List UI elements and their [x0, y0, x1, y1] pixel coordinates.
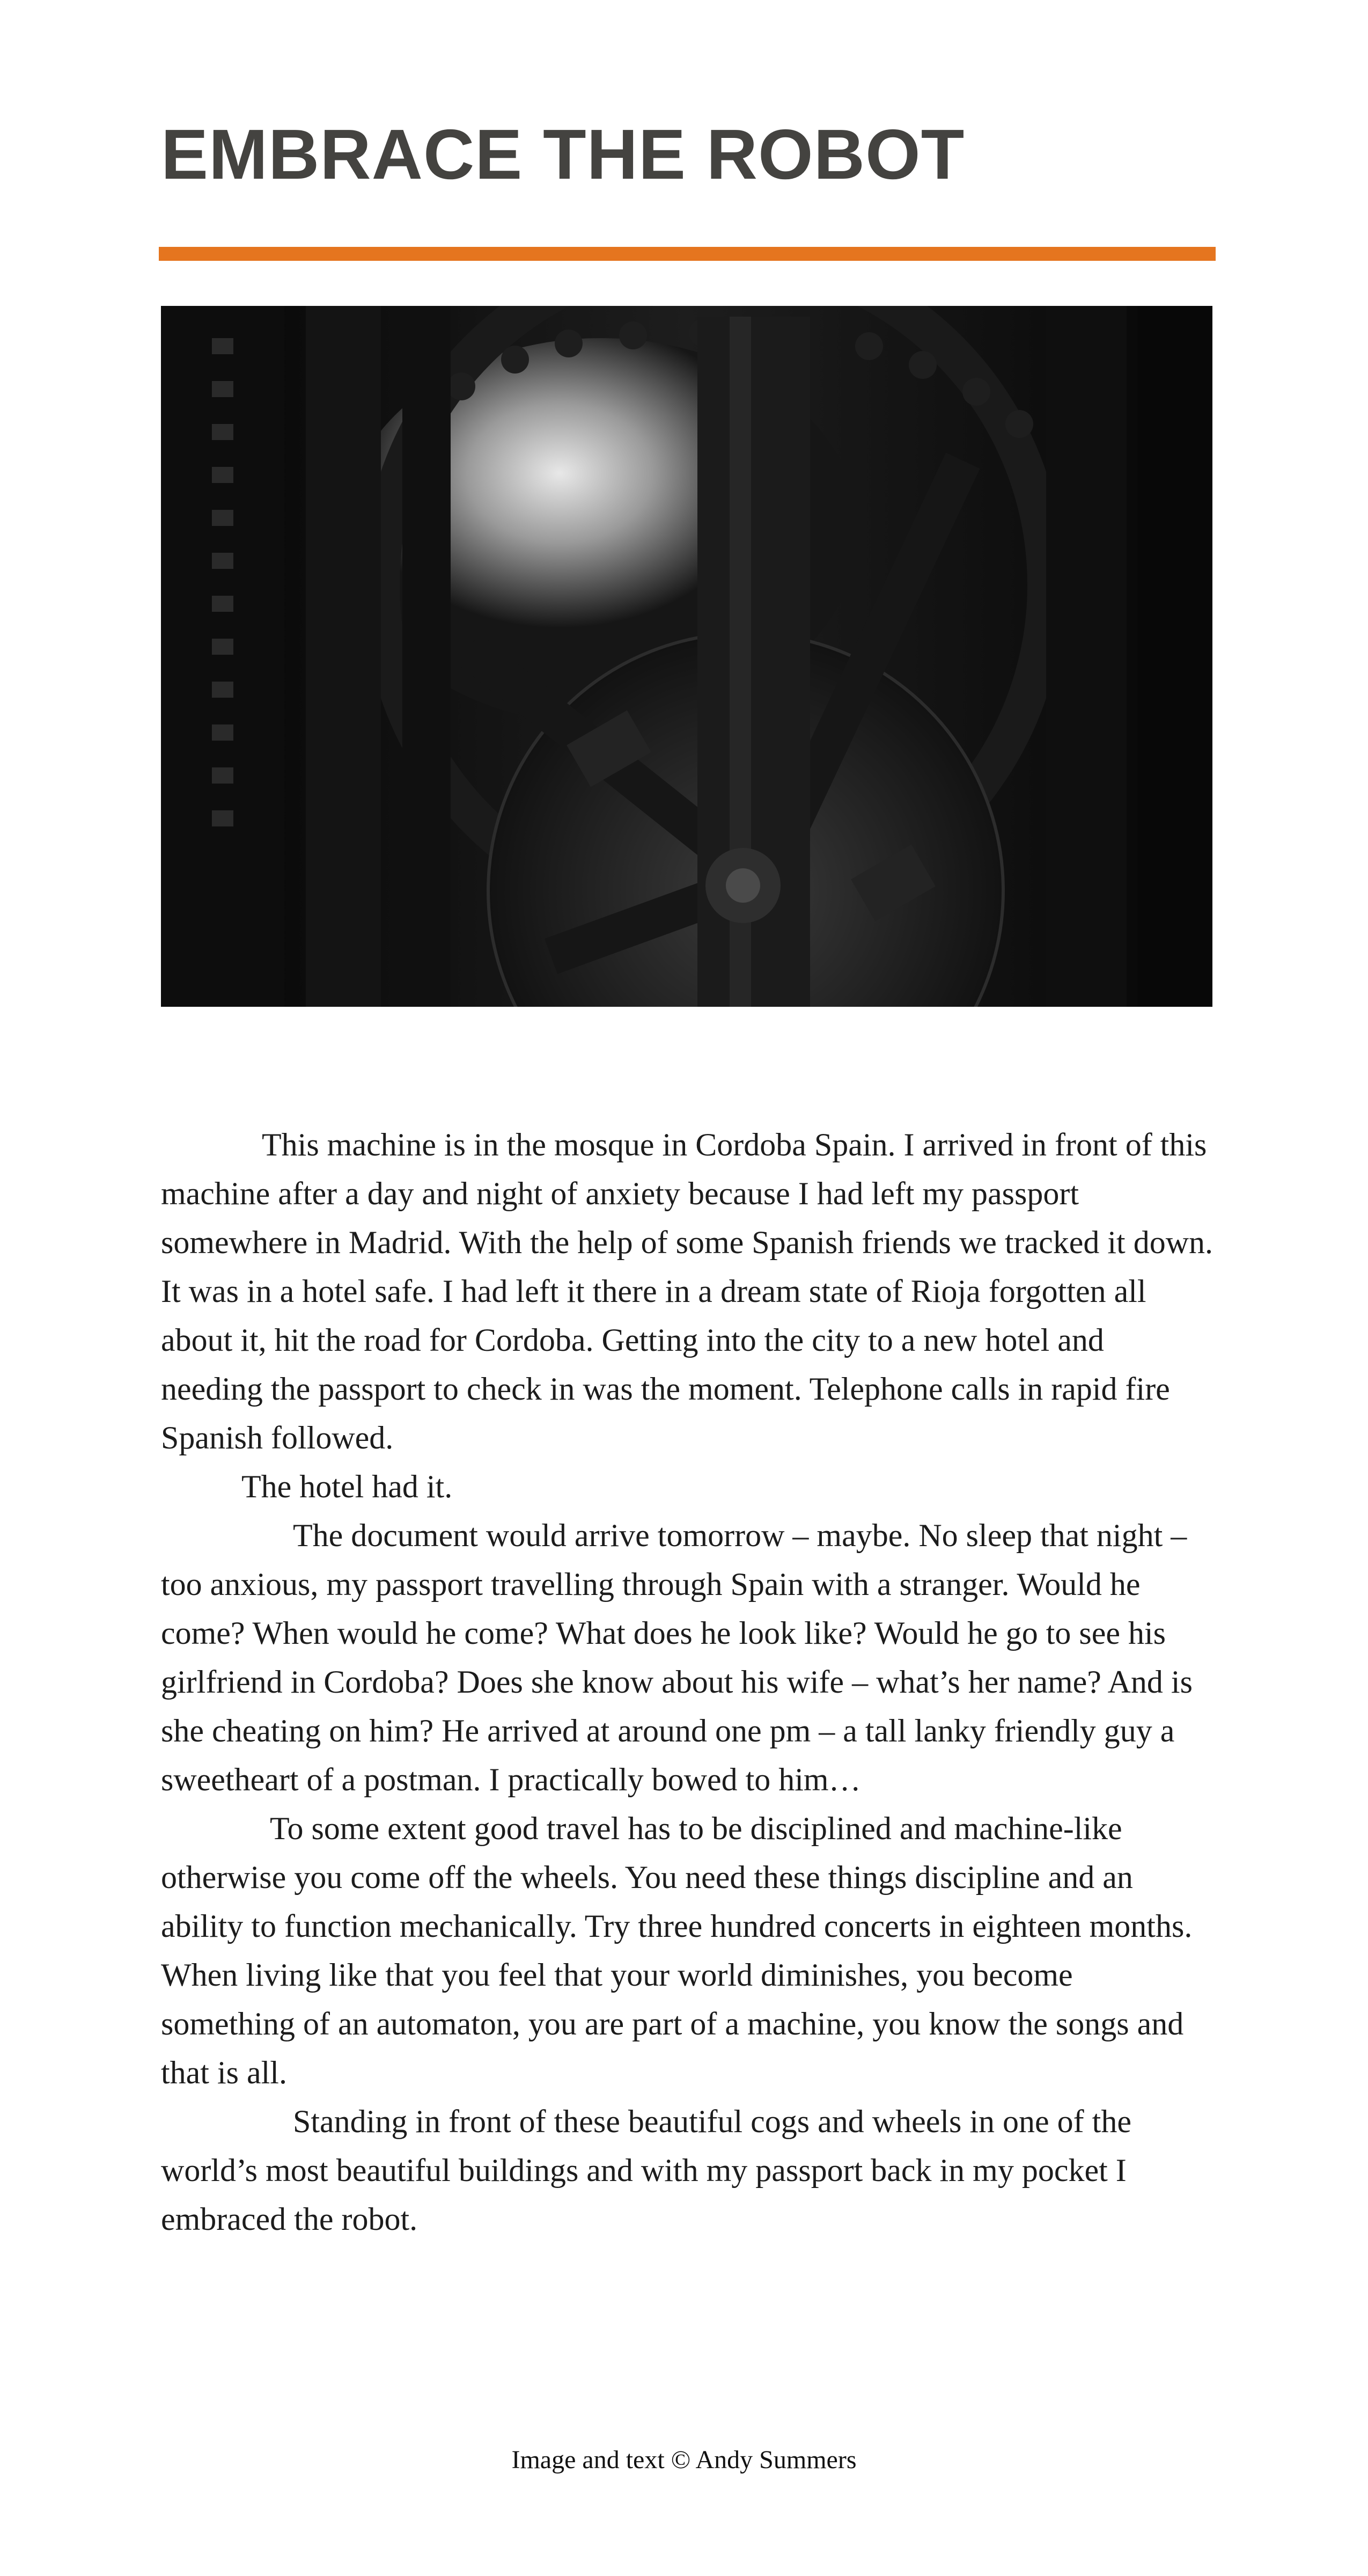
paragraph: The hotel had it. [241, 1469, 453, 1504]
paragraph: Standing in front of these beautiful cogs and wheels in one of the world’s most beautiful buildings and with my passport back in my pocket I embraced the robot. [161, 2104, 1131, 2237]
article-body [161, 1121, 1213, 2244]
paragraph: This machine is in the mosque in Cordoba Spain. I arrived in front of this machine after a day and night of anxiety because I had left my passport somewhere in Madrid. With the help of some Spanish friends we tracked it down. It was in a hotel safe. I had left it there in a dream state of Rioja forgotten all about it, hit the road for Cordoba. Getting into the city to a new hotel and needing the passport to check in was the moment. Telephone calls in rapid fire Spanish followed. [161, 1127, 1213, 1455]
title-divider [159, 247, 1216, 261]
image-credit: Image and text © Andy Summers [511, 2446, 857, 2474]
page-title: EMBRACE THE ROBOT [161, 115, 965, 194]
clockwork-gears-image [161, 306, 1212, 1007]
paragraph: The document would arrive tomorrow – maybe. No sleep that night – too anxious, my passport travelling through Spain with a stranger. Would he come? When would he come? What does he look like? Would he go to see his girlfriend in Cordoba? Does she know about his wife – what’s her name? And is she cheating on him? He arrived at around one pm – a tall lanky friendly guy a sweetheart of a postman. I practically bowed to him… [161, 1518, 1193, 1797]
gears-photo [161, 306, 1212, 1007]
paragraph: To some extent good travel has to be disciplined and machine-like otherwise you come off the wheels. You need these things discipline and an ability to function mechanically. Try three hundred concerts in eighteen months. When living like that you feel that your world diminishes, you become something of an automaton, you are part of a machine, you know the songs and that is all. [161, 1811, 1193, 2090]
